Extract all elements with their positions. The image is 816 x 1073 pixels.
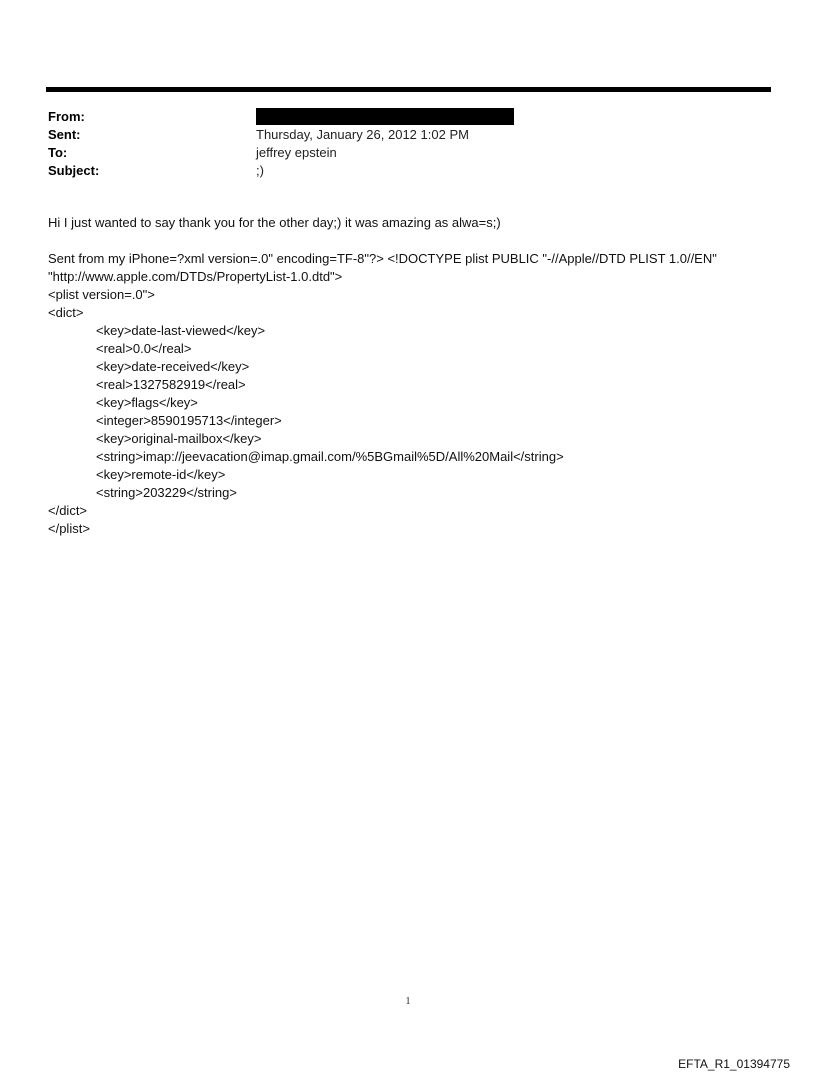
to-value: jeffrey epstein [256, 145, 337, 160]
page-number: 1 [405, 996, 411, 1007]
to-row [48, 144, 768, 162]
body-line: <real>1327582919</real> [96, 377, 246, 392]
body-line: <plist version=.0"> [48, 287, 155, 302]
body-line: <key>remote-id</key> [96, 467, 226, 482]
sent-row [48, 126, 768, 144]
email-header [48, 108, 768, 180]
subject-label: Subject: [48, 163, 100, 178]
body-line: <key>date-received</key> [96, 359, 250, 374]
body-line: </dict> [48, 503, 88, 518]
plist-block [48, 250, 778, 538]
subject-value: ;) [256, 163, 264, 178]
body-line: <integer>8590195713</integer> [96, 413, 282, 428]
sent-label: Sent: [48, 127, 81, 142]
body-line: <key>flags</key> [96, 395, 198, 410]
from-label: From: [48, 109, 85, 124]
redaction-block [256, 108, 514, 125]
body-line: </plist> [48, 521, 90, 536]
body-line: <real>0.0</real> [96, 341, 192, 356]
email-body [48, 214, 778, 538]
body-line: Sent from my iPhone=?xml version=.0" encoding=TF-8"?> <!DOCTYPE plist PUBLIC "-//Apple//DTD PLIST 1.0//EN" [48, 251, 717, 266]
greeting-text: Hi I just wanted to say thank you for the other day;) it was amazing as alwa=s;) [48, 215, 501, 230]
to-label: To: [48, 145, 68, 160]
sent-value: Thursday, January 26, 2012 1:02 PM [256, 127, 469, 142]
body-line: <string>imap://jeevacation@imap.gmail.com/%5BGmail%5D/All%20Mail</string> [96, 449, 564, 464]
body-line: "http://www.apple.com/DTDs/PropertyList-1.0.dtd"> [48, 269, 343, 284]
subject-row [48, 162, 768, 180]
header-rule [46, 87, 771, 92]
body-line: <key>date-last-viewed</key> [96, 323, 266, 338]
body-line: <dict> [48, 305, 84, 320]
body-line: <key>original-mailbox</key> [96, 431, 262, 446]
bates-number: EFTA_R1_01394775 [678, 1057, 790, 1071]
body-line: <string>203229</string> [96, 485, 237, 500]
from-row [48, 108, 768, 126]
